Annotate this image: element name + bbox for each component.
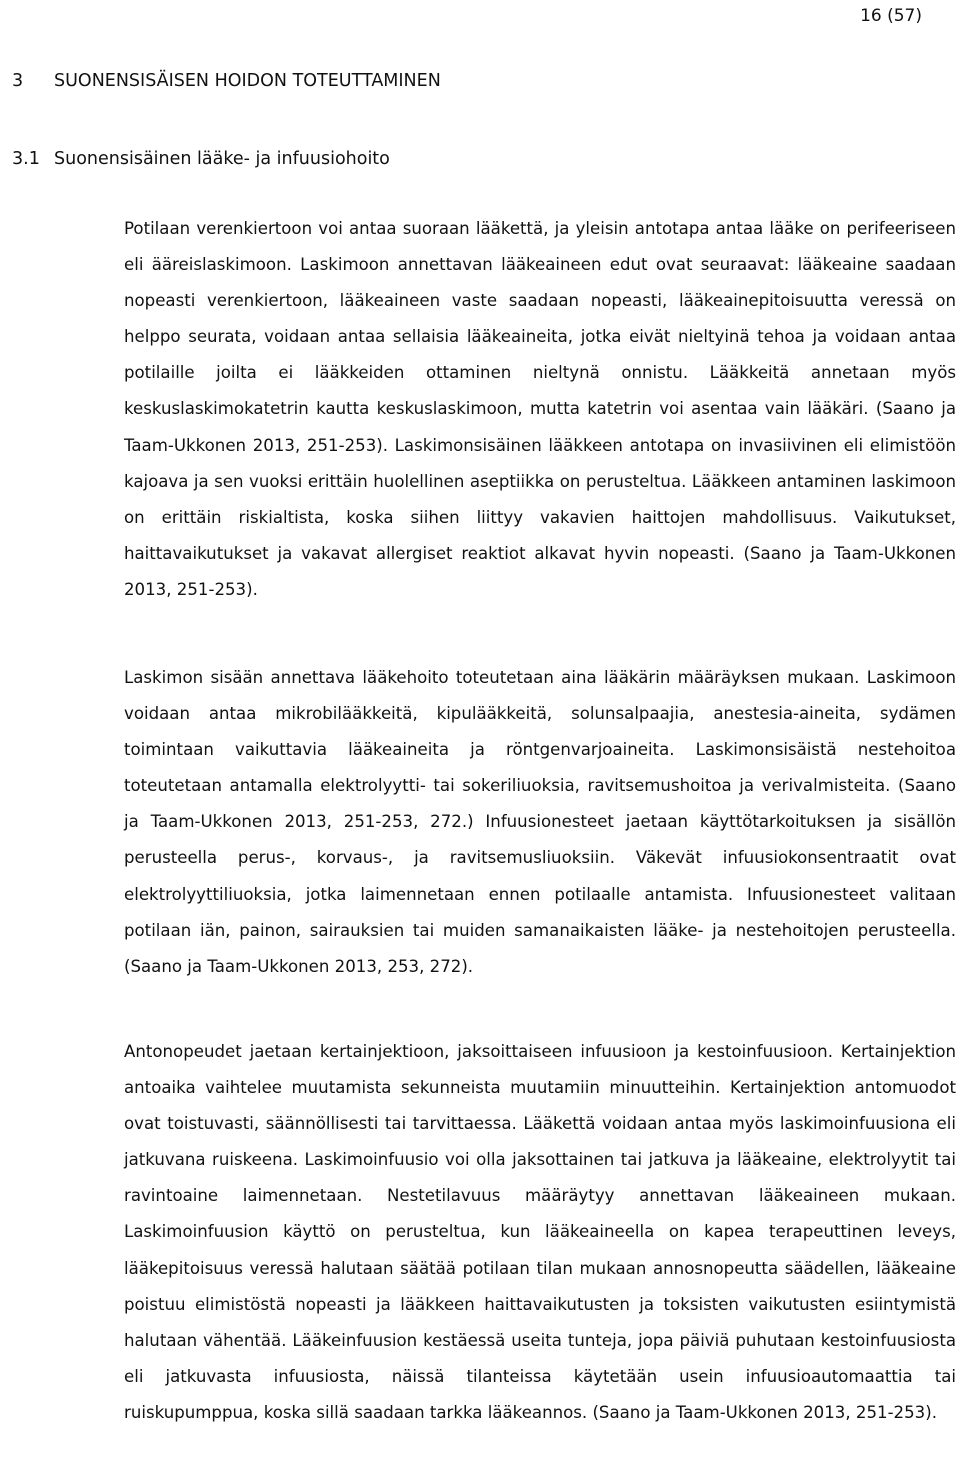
body-paragraph-2: Laskimon sisään annettava lääkehoito toteutetaan aina lääkärin määräyksen mukaan. Laskimoon voidaan antaa mikrobilääkkeitä, kipulääkkeitä, solunsalpaajia, anestesia-aineita, sydämen toimintaan vaikuttavia lääkeaineita ja röntgenvarjoaineita. Laskimonsisäistä nestehoitoa toteutetaan antamalla elektrolyytti- tai sokeriliuoksia, ravitsemushoitoa ja verivalmisteita. (Saano ja Taam-Ukkonen 2013, 251-253, 272.) Infuusionesteet jaetaan käyttötarkoituksen ja sisällön perusteella perus-, korvaus-, ja ravitsemusliuoksiin. Väkevät infuusiokonsentraatit ovat elektrolyyttiliuoksia, jotka laimennetaan ennen potilaalle antamista. Infuusionesteet valitaan potilaan iän, painon, sairauksien tai muiden samanaikaisten lääke- ja nestehoitojen perusteella. (Saano ja Taam-Ukkonen 2013, 253, 272). <box>124 668 956 976</box>
chapter-title: SUONENSISÄISEN HOIDON TOTEUTTAMINEN <box>54 71 441 91</box>
section-title: Suonensisäinen lääke- ja infuusiohoito <box>54 149 390 169</box>
chapter-heading <box>12 69 441 93</box>
section-number: 3.1 <box>12 149 40 169</box>
chapter-number: 3 <box>12 71 24 91</box>
section-heading <box>12 147 390 171</box>
page-number: 16 (57) <box>860 6 922 26</box>
body-paragraph-1: Potilaan verenkiertoon voi antaa suoraan lääkettä, ja yleisin antotapa antaa lääke on perifeeriseen eli ääreislaskimoon. Laskimoon annettavan lääkeaineen edut ovat seuraavat: lääkeaine saadaan nopeasti verenkiertoon, lääkeaineen vaste saadaan nopeasti, lääkeainepitoisuutta veressä on helppo seurata, voidaan antaa sellaisia lääkeaineita, jotka eivät nieltyinä tehoa ja voidaan antaa potilaille joilta ei lääkkeiden ottaminen nieltynä onnistu. Lääkkeitä annetaan myös keskuslaskimokatetrin kautta keskuslaskimoon, mutta katetrin voi asentaa vain lääkäri. (Saano ja Taam-Ukkonen 2013, 251-253). Laskimonsisäinen lääkkeen antotapa on invasiivinen eli elimistöön kajoava ja sen vuoksi erittäin huolellinen aseptiikka on perusteltua. Lääkkeen antaminen laskimoon on erittäin riskialtista, koska siihen liittyy vakavien haittojen mahdollisuus. Vaikutukset, haittavaikutukset ja vakavat allergiset reaktiot alkavat hyvin nopeasti. (Saano ja Taam-Ukkonen 2013, 251-253). <box>124 219 956 599</box>
body-paragraph-3: Antonopeudet jaetaan kertainjektioon, jaksoittaiseen infuusioon ja kestoinfuusioon. Kertainjektion antoaika vaihtelee muutamista sekunneista muutamiin minuutteihin. Kertainjektion antomuodot ovat toistuvasti, säännöllisesti tai tarvittaessa. Lääkettä voidaan antaa myös laskimoinfuusiona eli jatkuvana ruiskeena. Laskimoinfuusio voi olla jaksottainen tai jatkuva ja lääkeaine, elektrolyytit tai ravintoaine laimennetaan. Nestetilavuus määräytyy annettavan lääkeaineen mukaan. Laskimoinfuusion käyttö on perusteltua, kun lääkeaineella on kapea terapeuttinen leveys, lääkepitoisuus veressä halutaan säätää potilaan tilan mukaan annosnopeutta säädellen, lääkeaine poistuu elimistöstä nopeasti ja lääkkeen haittavaikutusten ja toksisten vaikutusten esiintymistä halutaan vähentää. Lääkeinfuusion kestäessä useita tunteja, jopa päiviä puhutaan kestoinfuusiosta eli jatkuvasta infuusiosta, näissä tilanteissa käytetään usein infuusioautomaattia tai ruiskupumppua, koska sillä saadaan tarkka lääkeannos. (Saano ja Taam-Ukkonen 2013, 251-253). <box>124 1042 956 1422</box>
